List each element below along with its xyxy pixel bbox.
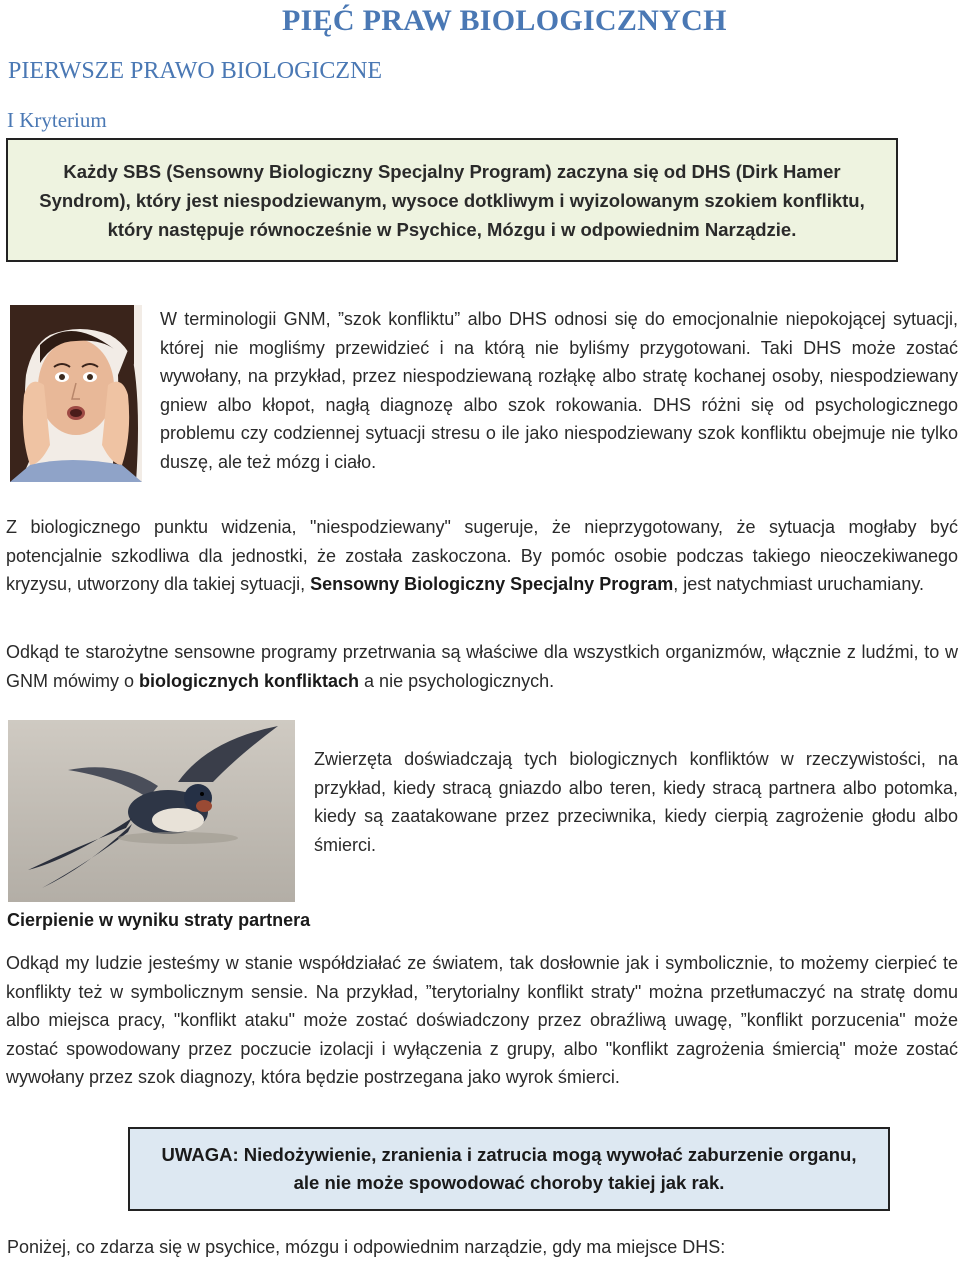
definition-text: Każdy SBS (Sensowny Biologiczny Specjalny Program) zaczyna się od DHS (Dirk Hamer Syndrom), który jest niespodziewanym, wysoce dotkliwym i wyizolowanym szokiem konfliktu, który następuje równocześnie w Psychice, Mózgu i w odpowiednim Narządzie.: [39, 160, 865, 240]
animals-paragraph: Zwierzęta doświadczają tych biologicznych konfliktów w rzeczywistości, na przykład, kiedy stracą gniazdo albo teren, kiedy stracą partnera albo potomka, kiedy są zaatakowane przez przeciwnika, kiedy cierpią zagrożenie głodu albo śmierci.: [314, 749, 958, 855]
footer-text: Poniżej, co zdarza się w psychice, mózgu i odpowiednim narządzie, gdy ma miejsce DHS:: [7, 1237, 726, 1257]
people-paragraph: Odkąd my ludzie jesteśmy w stanie współdziałać ze światem, tak dosłownie jak i symbolicznie, to możemy cierpieć te konflikty też w symbolicznym sensie. Na przykład, ”terytorialny konflikt straty" można przetłumaczyć na stratę domu albo miejsca pracy, "konflikt ataku" może zostać doświadczony przez obraźliwą uwagę, ”konflikt porzucenia" może zostać spowodowany przez poczucie izolacji i wyłączenia z grupy, albo "konflikt zagrożenia śmiercią" może zostać wywołany przez szok diagnozy, która będzie postrzegana jako wyrok śmierci.: [6, 953, 958, 1087]
criterion-heading: I Kryterium: [7, 108, 107, 132]
shocked-woman-photo: [10, 305, 142, 482]
conflicts-bold-term: biologicznych konfliktach: [139, 670, 360, 691]
conflicts-text-before: Odkąd te starożytne sensowne programy przetrwania są właściwe dla wszystkich organizmów, włącznie z ludźmi, to w GNM mówimy o: [6, 642, 958, 691]
biology-paragraph: [6, 513, 958, 599]
page-title: PIĘĆ PRAW BIOLOGICZNYCH: [282, 4, 727, 37]
biology-text-after: , jest natychmiast uruchamiany.: [673, 574, 924, 594]
warning-text: UWAGA: Niedożywienie, zranienia i zatrucia mogą wywołać zaburzenie organu, ale nie może spowodować choroby takiej jak rak.: [161, 1144, 857, 1193]
biology-bold-term: Sensowny Biologiczny Specjalny Program: [310, 574, 674, 594]
gnm-paragraph: W terminologii GNM, ”szok konfliktu” albo DHS odnosi się do emocjonalnie niepokojącej sytuacji, której nie mogliśmy przewidzieć i na którą nie byliśmy przygotowani. Taki DHS może zostać wywołany, na przykład, przez niespodziewaną rozłąkę albo stratę kochanej osoby, niespodziewany gniew albo kłopot, nagłą diagnozę albo szok rokowania. DHS różni się od psychologicznego problemu czy codziennej sytuacji stresu o ile jako niespodziewany szok konfliktu obejmuje nie tylko duszę, ale też mózg i ciało.: [160, 309, 958, 472]
biology-text-before: Z biologicznego punktu widzenia, "niespodziewany" sugeruje, że nieprzygotowany, że sytuacja mogłaby być potencjalnie szkodliwa dla jednostki, że została zaskoczona. By pomóc osobie podczas takiego nieoczekiwanego kryzysu, utworzony dla takiej sytuacji,: [6, 517, 958, 594]
definition-box: [6, 138, 898, 262]
conflicts-paragraph: [6, 638, 958, 695]
warning-box: [128, 1127, 890, 1211]
conflicts-text-after: a nie psychologicznych.: [359, 670, 555, 691]
section-heading: PIERWSZE PRAWO BIOLOGICZNE: [8, 58, 383, 84]
swallow-bird-photo: [8, 720, 295, 902]
bird-caption: Cierpienie w wyniku straty partnera: [7, 910, 311, 930]
